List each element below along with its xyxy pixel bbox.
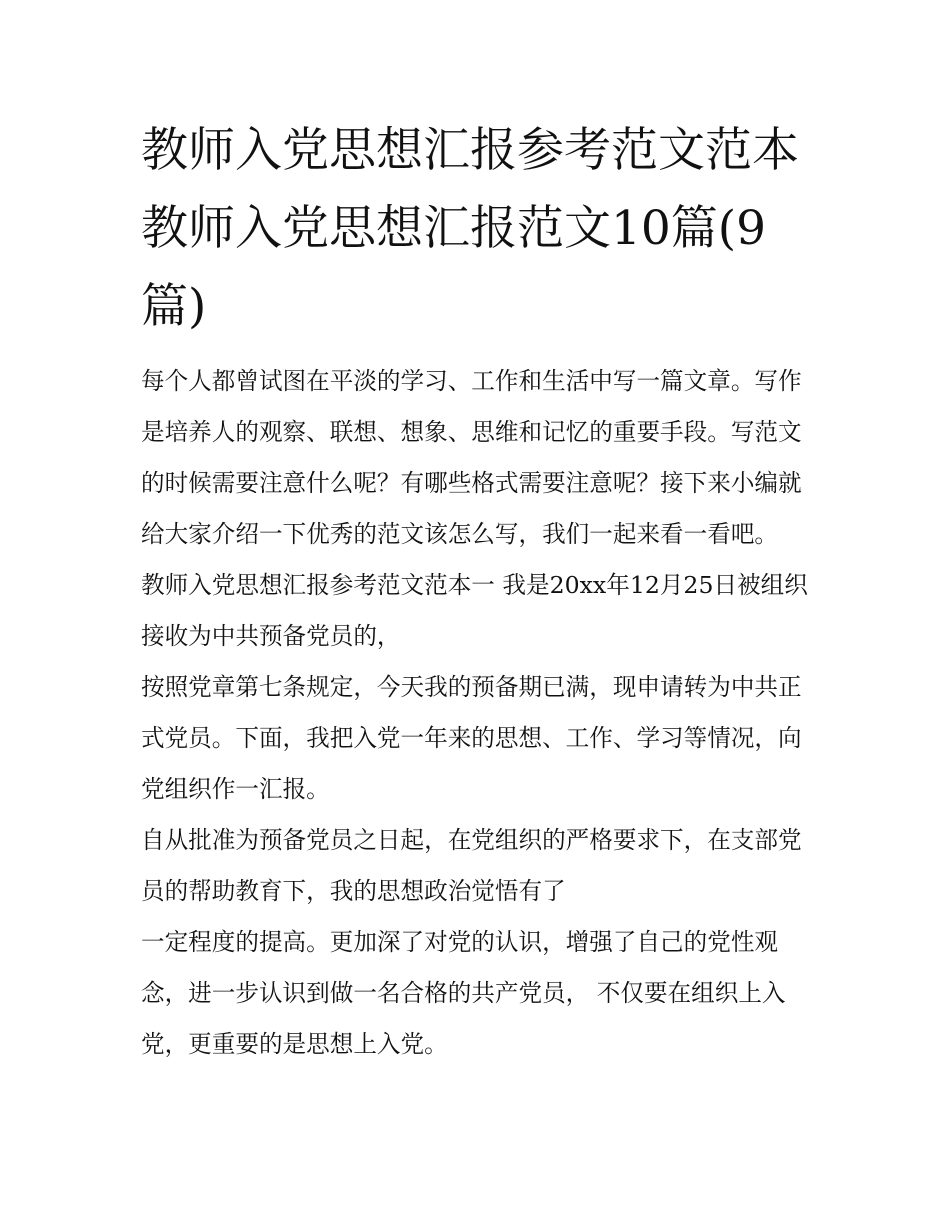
paragraph-since-approval: 自从批准为预备党员之日起，在党组织的严格要求下，在支部党员的帮助教育下，我的思想政治觉悟有了 [141,826,802,905]
document-page [141,112,813,1070]
paragraph-improvement: 一定程度的提高。更加深了对党的认识，增强了自己的党性观念，进一步认识到做一名合格的共产党员， 不仅要在组织上入党，更重要的是思想上入党。 [141,928,786,1058]
paragraph-sample-one-opening: 教师入党思想汇报参考范文范本一 我是20xx年12月25日被组织接收为中共预备党员的， [141,571,808,650]
document-title: 教师入党思想汇报参考范文范本 教师入党思想汇报范文10篇(9篇) [141,123,799,334]
paragraph-intro: 每个人都曾试图在平淡的学习、工作和生活中写一篇文章。写作是培养人的观察、联想、想象、思维和记忆的重要手段。写范文的时候需要注意什么呢？有哪些格式需要注意呢？接下来小编就给大家介绍一下优秀的范文该怎么写，我们一起来看一看吧。 [141,367,802,548]
paragraph-probation-period: 按照党章第七条规定，今天我的预备期已满，现申请转为中共正式党员。下面，我把入党一年来的思想、工作、学习等情况，向党组织作一汇报。 [141,673,802,803]
